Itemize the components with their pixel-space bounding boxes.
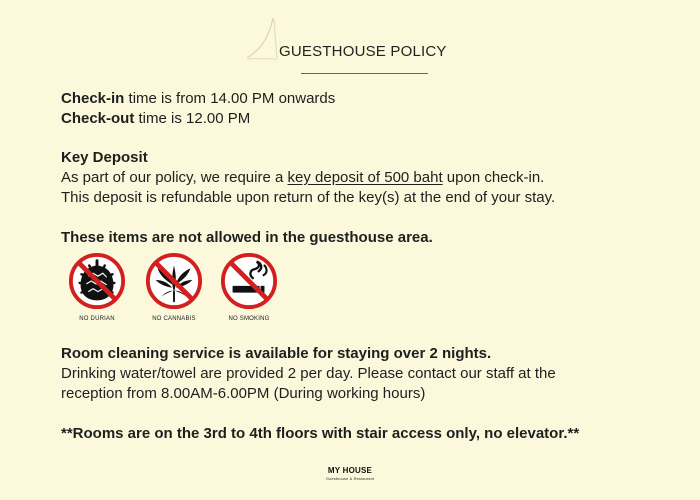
deposit-line-1-end: upon check-in.: [442, 169, 545, 186]
cleaning-section: [61, 344, 661, 404]
deposit-section: [61, 148, 661, 208]
logo-subtitle: Guesthouse & Restaurant: [325, 476, 375, 481]
cleaning-line-1: Drinking water/towel are provided 2 per day. Please contact our staff at the: [61, 365, 556, 382]
checkout-label: Check-out: [61, 110, 135, 127]
deposit-line-2: This deposit is refundable upon return of the key(s) at the end of your stay.: [61, 189, 556, 206]
paper-fold-icon: [245, 16, 281, 66]
cleaning-title: Room cleaning service is available for staying over 2 nights.: [61, 345, 492, 362]
deposit-title: Key Deposit: [61, 149, 148, 166]
page-title: GUESTHOUSE POLICY: [279, 43, 447, 60]
title-divider: [301, 73, 428, 74]
no-cannabis-icon: [145, 252, 203, 310]
deposit-amount: key deposit of 500 baht: [287, 169, 443, 186]
checkout-text: time is 12.00 PM: [138, 110, 251, 127]
deposit-line-1-start: As part of our policy, we require a: [61, 169, 288, 186]
deposit-line-1: [61, 168, 661, 188]
prohibited-items-row: [61, 252, 301, 328]
cleaning-line-2: reception from 8.00AM-6.00PM (During working hours): [61, 385, 426, 402]
checkin-section: [61, 89, 661, 129]
restrictions-title: These items are not allowed in the guesthouse area.: [61, 229, 433, 246]
no-durian-icon: [68, 252, 126, 310]
prohibited-item-cannabis: [138, 252, 210, 323]
footer-logo: [292, 467, 408, 481]
policy-heading: [245, 16, 465, 78]
checkout-line: [61, 109, 661, 129]
no-smoking-icon: [220, 252, 278, 310]
restrictions-section: [61, 228, 661, 248]
logo-title: MY HOUSE: [327, 466, 373, 475]
prohibited-item-smoking: [213, 252, 285, 323]
checkin-label: Check-in: [61, 90, 125, 107]
no-smoking-label: NO SMOKING: [228, 316, 270, 322]
no-durian-label: NO DURIAN: [79, 316, 115, 322]
stair-notice: **Rooms are on the 3rd to 4th floors with stair access only, no elevator.**: [61, 425, 580, 442]
checkin-line: [61, 89, 661, 109]
prohibited-item-durian: [61, 252, 133, 323]
stair-notice-section: [61, 424, 661, 444]
no-cannabis-label: NO CANNABIS: [152, 316, 196, 322]
checkin-text: time is from 14.00 PM onwards: [128, 90, 336, 107]
